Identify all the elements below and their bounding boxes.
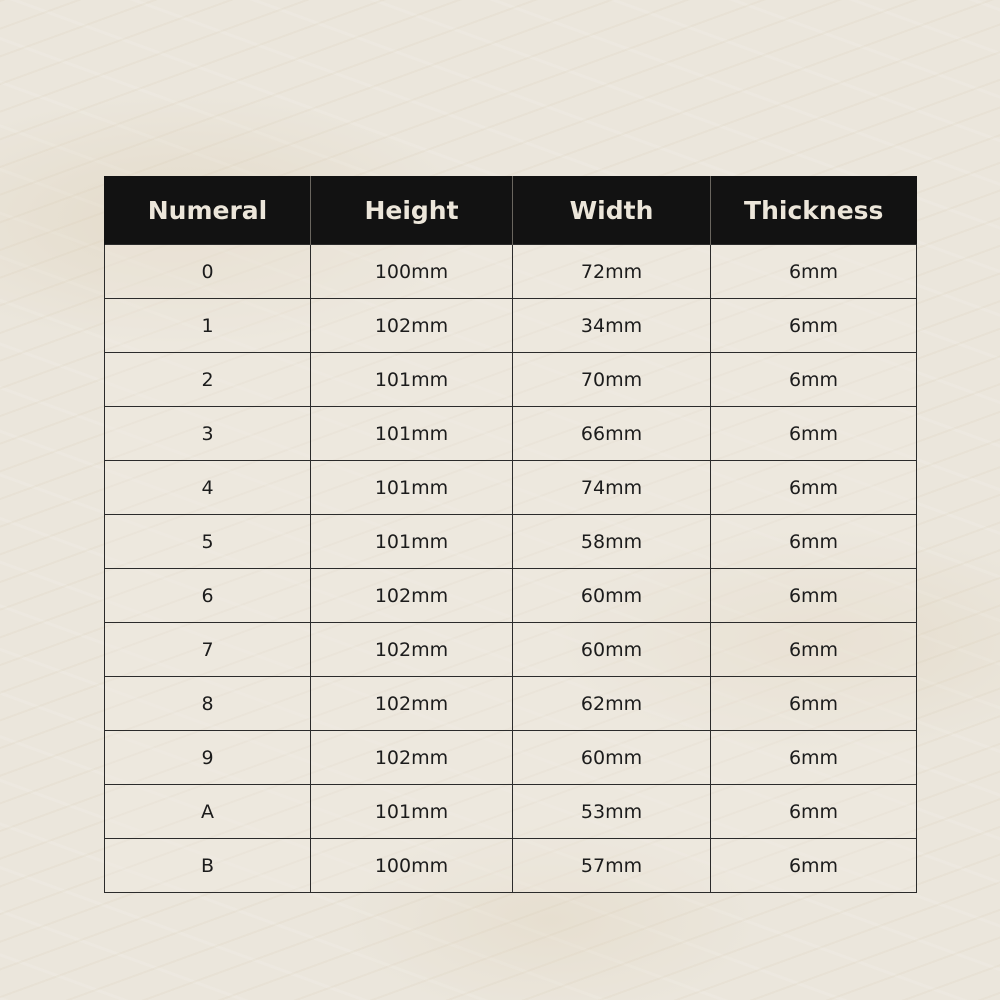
table-row bbox=[105, 623, 917, 677]
cell-width: 70mm bbox=[513, 353, 711, 407]
table-row bbox=[105, 785, 917, 839]
cell-width: 57mm bbox=[513, 839, 711, 893]
cell-thickness: 6mm bbox=[711, 731, 917, 785]
table-row bbox=[105, 677, 917, 731]
cell-width: 72mm bbox=[513, 245, 711, 299]
cell-width: 62mm bbox=[513, 677, 711, 731]
cell-thickness: 6mm bbox=[711, 515, 917, 569]
cell-width: 60mm bbox=[513, 623, 711, 677]
cell-numeral: B bbox=[105, 839, 311, 893]
cell-width: 60mm bbox=[513, 731, 711, 785]
cell-numeral: 0 bbox=[105, 245, 311, 299]
cell-width: 53mm bbox=[513, 785, 711, 839]
cell-width: 60mm bbox=[513, 569, 711, 623]
dimensions-table bbox=[104, 176, 917, 893]
cell-thickness: 6mm bbox=[711, 245, 917, 299]
cell-numeral: 6 bbox=[105, 569, 311, 623]
cell-height: 101mm bbox=[311, 353, 513, 407]
cell-height: 102mm bbox=[311, 299, 513, 353]
cell-thickness: 6mm bbox=[711, 839, 917, 893]
table-row bbox=[105, 353, 917, 407]
cell-width: 66mm bbox=[513, 407, 711, 461]
header-numeral: Numeral bbox=[105, 176, 311, 245]
cell-height: 102mm bbox=[311, 731, 513, 785]
cell-height: 101mm bbox=[311, 461, 513, 515]
cell-width: 34mm bbox=[513, 299, 711, 353]
table-row bbox=[105, 731, 917, 785]
cell-numeral: 4 bbox=[105, 461, 311, 515]
cell-width: 74mm bbox=[513, 461, 711, 515]
table-row bbox=[105, 245, 917, 299]
header-height: Height bbox=[311, 176, 513, 245]
header-width: Width bbox=[513, 176, 711, 245]
cell-thickness: 6mm bbox=[711, 677, 917, 731]
cell-thickness: 6mm bbox=[711, 569, 917, 623]
table-row bbox=[105, 461, 917, 515]
table-row bbox=[105, 407, 917, 461]
header-thickness: Thickness bbox=[711, 176, 917, 245]
table-row bbox=[105, 839, 917, 893]
table-row bbox=[105, 569, 917, 623]
cell-numeral: 7 bbox=[105, 623, 311, 677]
cell-numeral: A bbox=[105, 785, 311, 839]
cell-numeral: 5 bbox=[105, 515, 311, 569]
cell-height: 100mm bbox=[311, 839, 513, 893]
cell-height: 102mm bbox=[311, 569, 513, 623]
cell-thickness: 6mm bbox=[711, 299, 917, 353]
cell-height: 102mm bbox=[311, 677, 513, 731]
table-body bbox=[105, 245, 917, 893]
cell-numeral: 2 bbox=[105, 353, 311, 407]
cell-thickness: 6mm bbox=[711, 623, 917, 677]
cell-numeral: 1 bbox=[105, 299, 311, 353]
cell-numeral: 9 bbox=[105, 731, 311, 785]
cell-height: 101mm bbox=[311, 407, 513, 461]
table-header-row bbox=[105, 176, 917, 245]
table-row bbox=[105, 515, 917, 569]
table-row bbox=[105, 299, 917, 353]
cell-thickness: 6mm bbox=[711, 353, 917, 407]
cell-height: 101mm bbox=[311, 785, 513, 839]
cell-height: 102mm bbox=[311, 623, 513, 677]
cell-numeral: 3 bbox=[105, 407, 311, 461]
cell-width: 58mm bbox=[513, 515, 711, 569]
cell-thickness: 6mm bbox=[711, 461, 917, 515]
cell-height: 101mm bbox=[311, 515, 513, 569]
cell-height: 100mm bbox=[311, 245, 513, 299]
cell-thickness: 6mm bbox=[711, 785, 917, 839]
cell-numeral: 8 bbox=[105, 677, 311, 731]
cell-thickness: 6mm bbox=[711, 407, 917, 461]
